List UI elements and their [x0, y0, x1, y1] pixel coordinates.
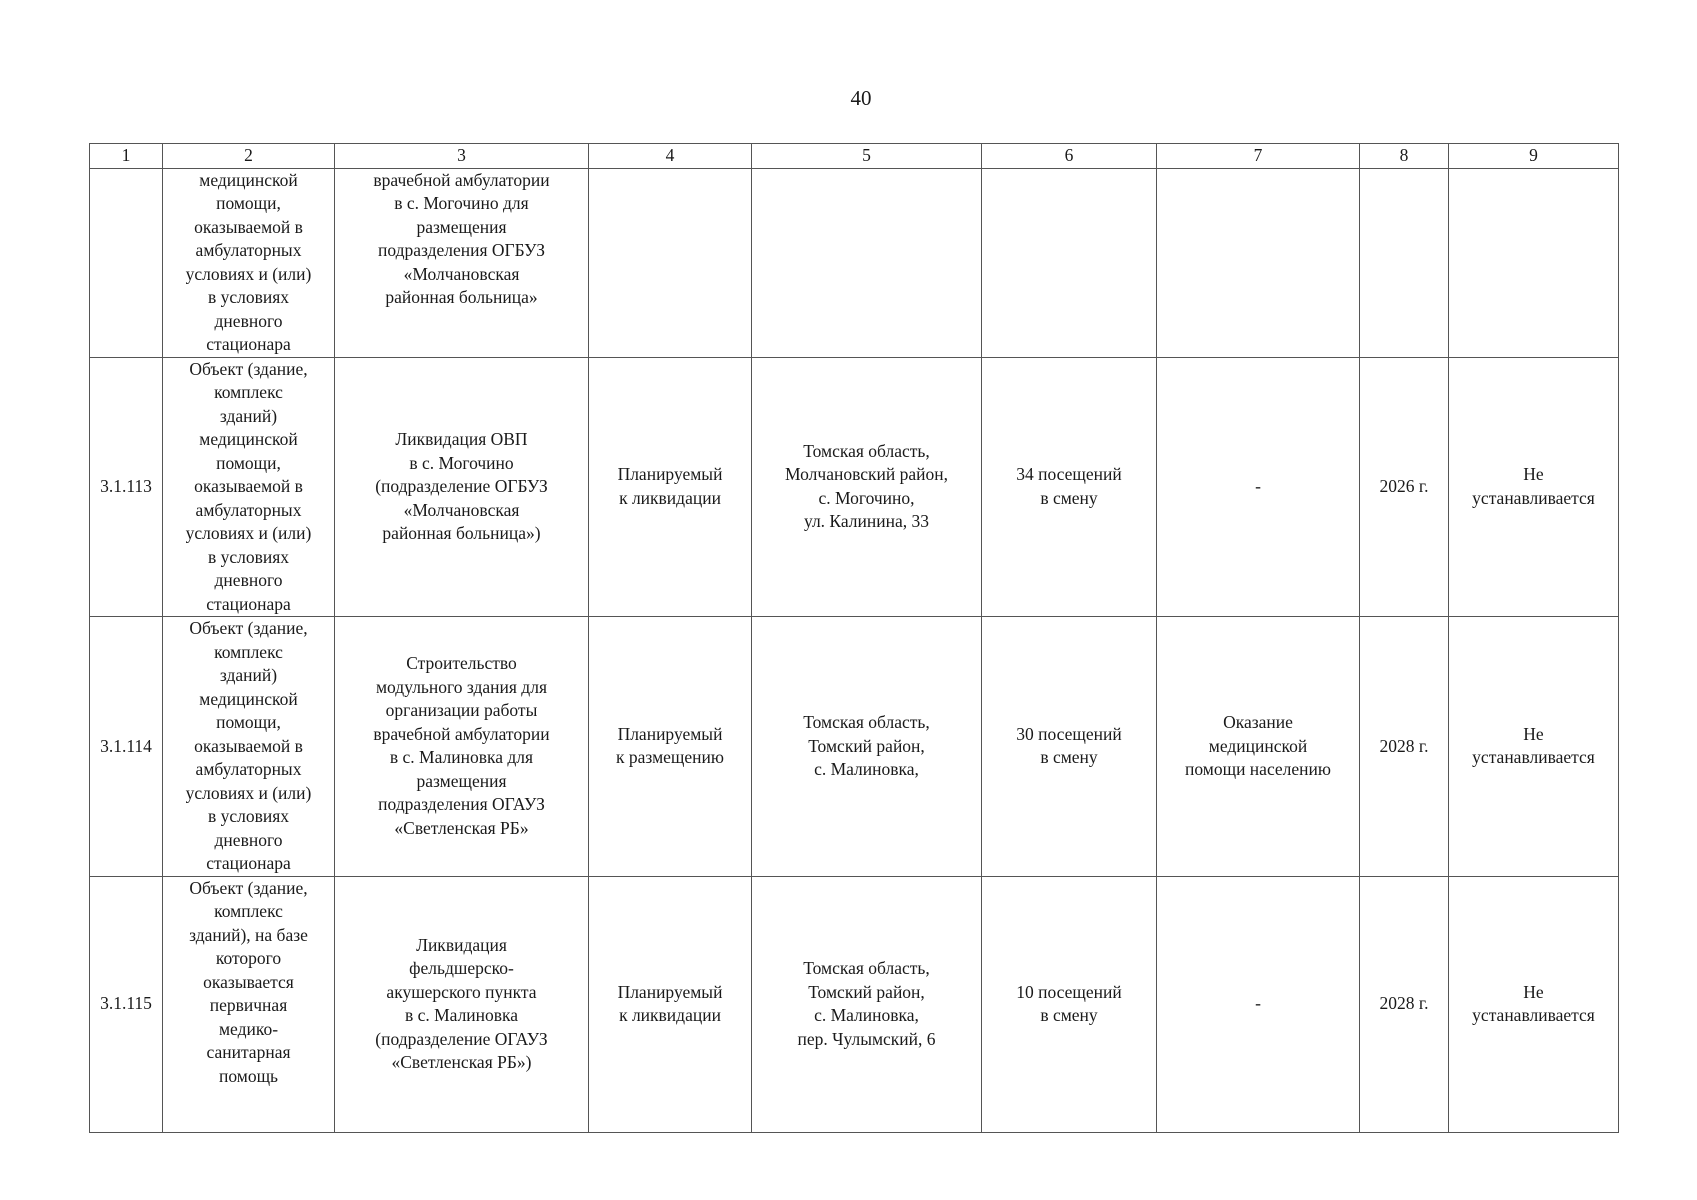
table-row [90, 876, 1619, 1132]
cell-description: Ликвидация фельдшерско- акушерского пункта в с. Малиновка (подразделение ОГАУЗ «Светленская РБ») [335, 876, 589, 1132]
cell-zone: Не устанавливается [1449, 357, 1619, 617]
cell-description: Строительство модульного здания для организации работы врачебной амбулатории в с. Малиновка для размещения подразделения ОГАУЗ «Светленская РБ» [335, 617, 589, 877]
cell-capacity: 34 посещений в смену [982, 357, 1157, 617]
cell-object-type: медицинской помощи, оказываемой в амбулаторных условиях и (или) в условиях дневного стационара [163, 168, 335, 357]
cell-number: 3.1.114 [90, 617, 163, 877]
cell-location: Томская область, Томский район, с. Малиновка, [752, 617, 982, 877]
cell-zone: Не устанавливается [1449, 876, 1619, 1132]
column-header: 4 [589, 144, 752, 169]
cell-number: 3.1.115 [90, 876, 163, 1132]
table-row [90, 357, 1619, 617]
cell-purpose [1157, 168, 1360, 357]
column-header: 6 [982, 144, 1157, 169]
cell-location: Томская область, Томский район, с. Малиновка, пер. Чулымский, 6 [752, 876, 982, 1132]
column-header: 8 [1360, 144, 1449, 169]
cell-zone [1449, 168, 1619, 357]
page-number: 40 [850, 86, 872, 110]
cell-description: Ликвидация ОВП в с. Могочино (подразделение ОГБУЗ «Молчановская районная больница») [335, 357, 589, 617]
data-table [89, 143, 1619, 1133]
cell-object-type: Объект (здание, комплекс зданий) медицинской помощи, оказываемой в амбулаторных условиях и (или) в условиях дневного стационара [163, 617, 335, 877]
cell-zone: Не устанавливается [1449, 617, 1619, 877]
cell-number: 3.1.113 [90, 357, 163, 617]
column-header: 1 [90, 144, 163, 169]
cell-status: Планируемый к размещению [589, 617, 752, 877]
cell-capacity [982, 168, 1157, 357]
cell-location [752, 168, 982, 357]
cell-purpose: Оказание медицинской помощи населению [1157, 617, 1360, 877]
column-header: 5 [752, 144, 982, 169]
cell-purpose: - [1157, 876, 1360, 1132]
table-row [90, 617, 1619, 877]
column-header: 3 [335, 144, 589, 169]
column-header: 2 [163, 144, 335, 169]
cell-year: 2026 г. [1360, 357, 1449, 617]
cell-capacity: 10 посещений в смену [982, 876, 1157, 1132]
cell-status [589, 168, 752, 357]
cell-capacity: 30 посещений в смену [982, 617, 1157, 877]
cell-object-type: Объект (здание, комплекс зданий) медицинской помощи, оказываемой в амбулаторных условиях и (или) в условиях дневного стационара [163, 357, 335, 617]
column-header: 7 [1157, 144, 1360, 169]
cell-purpose: - [1157, 357, 1360, 617]
cell-year [1360, 168, 1449, 357]
table-row [90, 168, 1619, 357]
table-header-row [90, 144, 1619, 169]
cell-status: Планируемый к ликвидации [589, 357, 752, 617]
cell-object-type: Объект (здание, комплекс зданий), на базе которого оказывается первичная медико- санитарная помощь [163, 876, 335, 1132]
cell-year: 2028 г. [1360, 617, 1449, 877]
cell-number [90, 168, 163, 357]
cell-status: Планируемый к ликвидации [589, 876, 752, 1132]
cell-year: 2028 г. [1360, 876, 1449, 1132]
column-header: 9 [1449, 144, 1619, 169]
cell-location: Томская область, Молчановский район, с. Могочино, ул. Калинина, 33 [752, 357, 982, 617]
cell-description: врачебной амбулатории в с. Могочино для размещения подразделения ОГБУЗ «Молчановская районная больница» [335, 168, 589, 357]
